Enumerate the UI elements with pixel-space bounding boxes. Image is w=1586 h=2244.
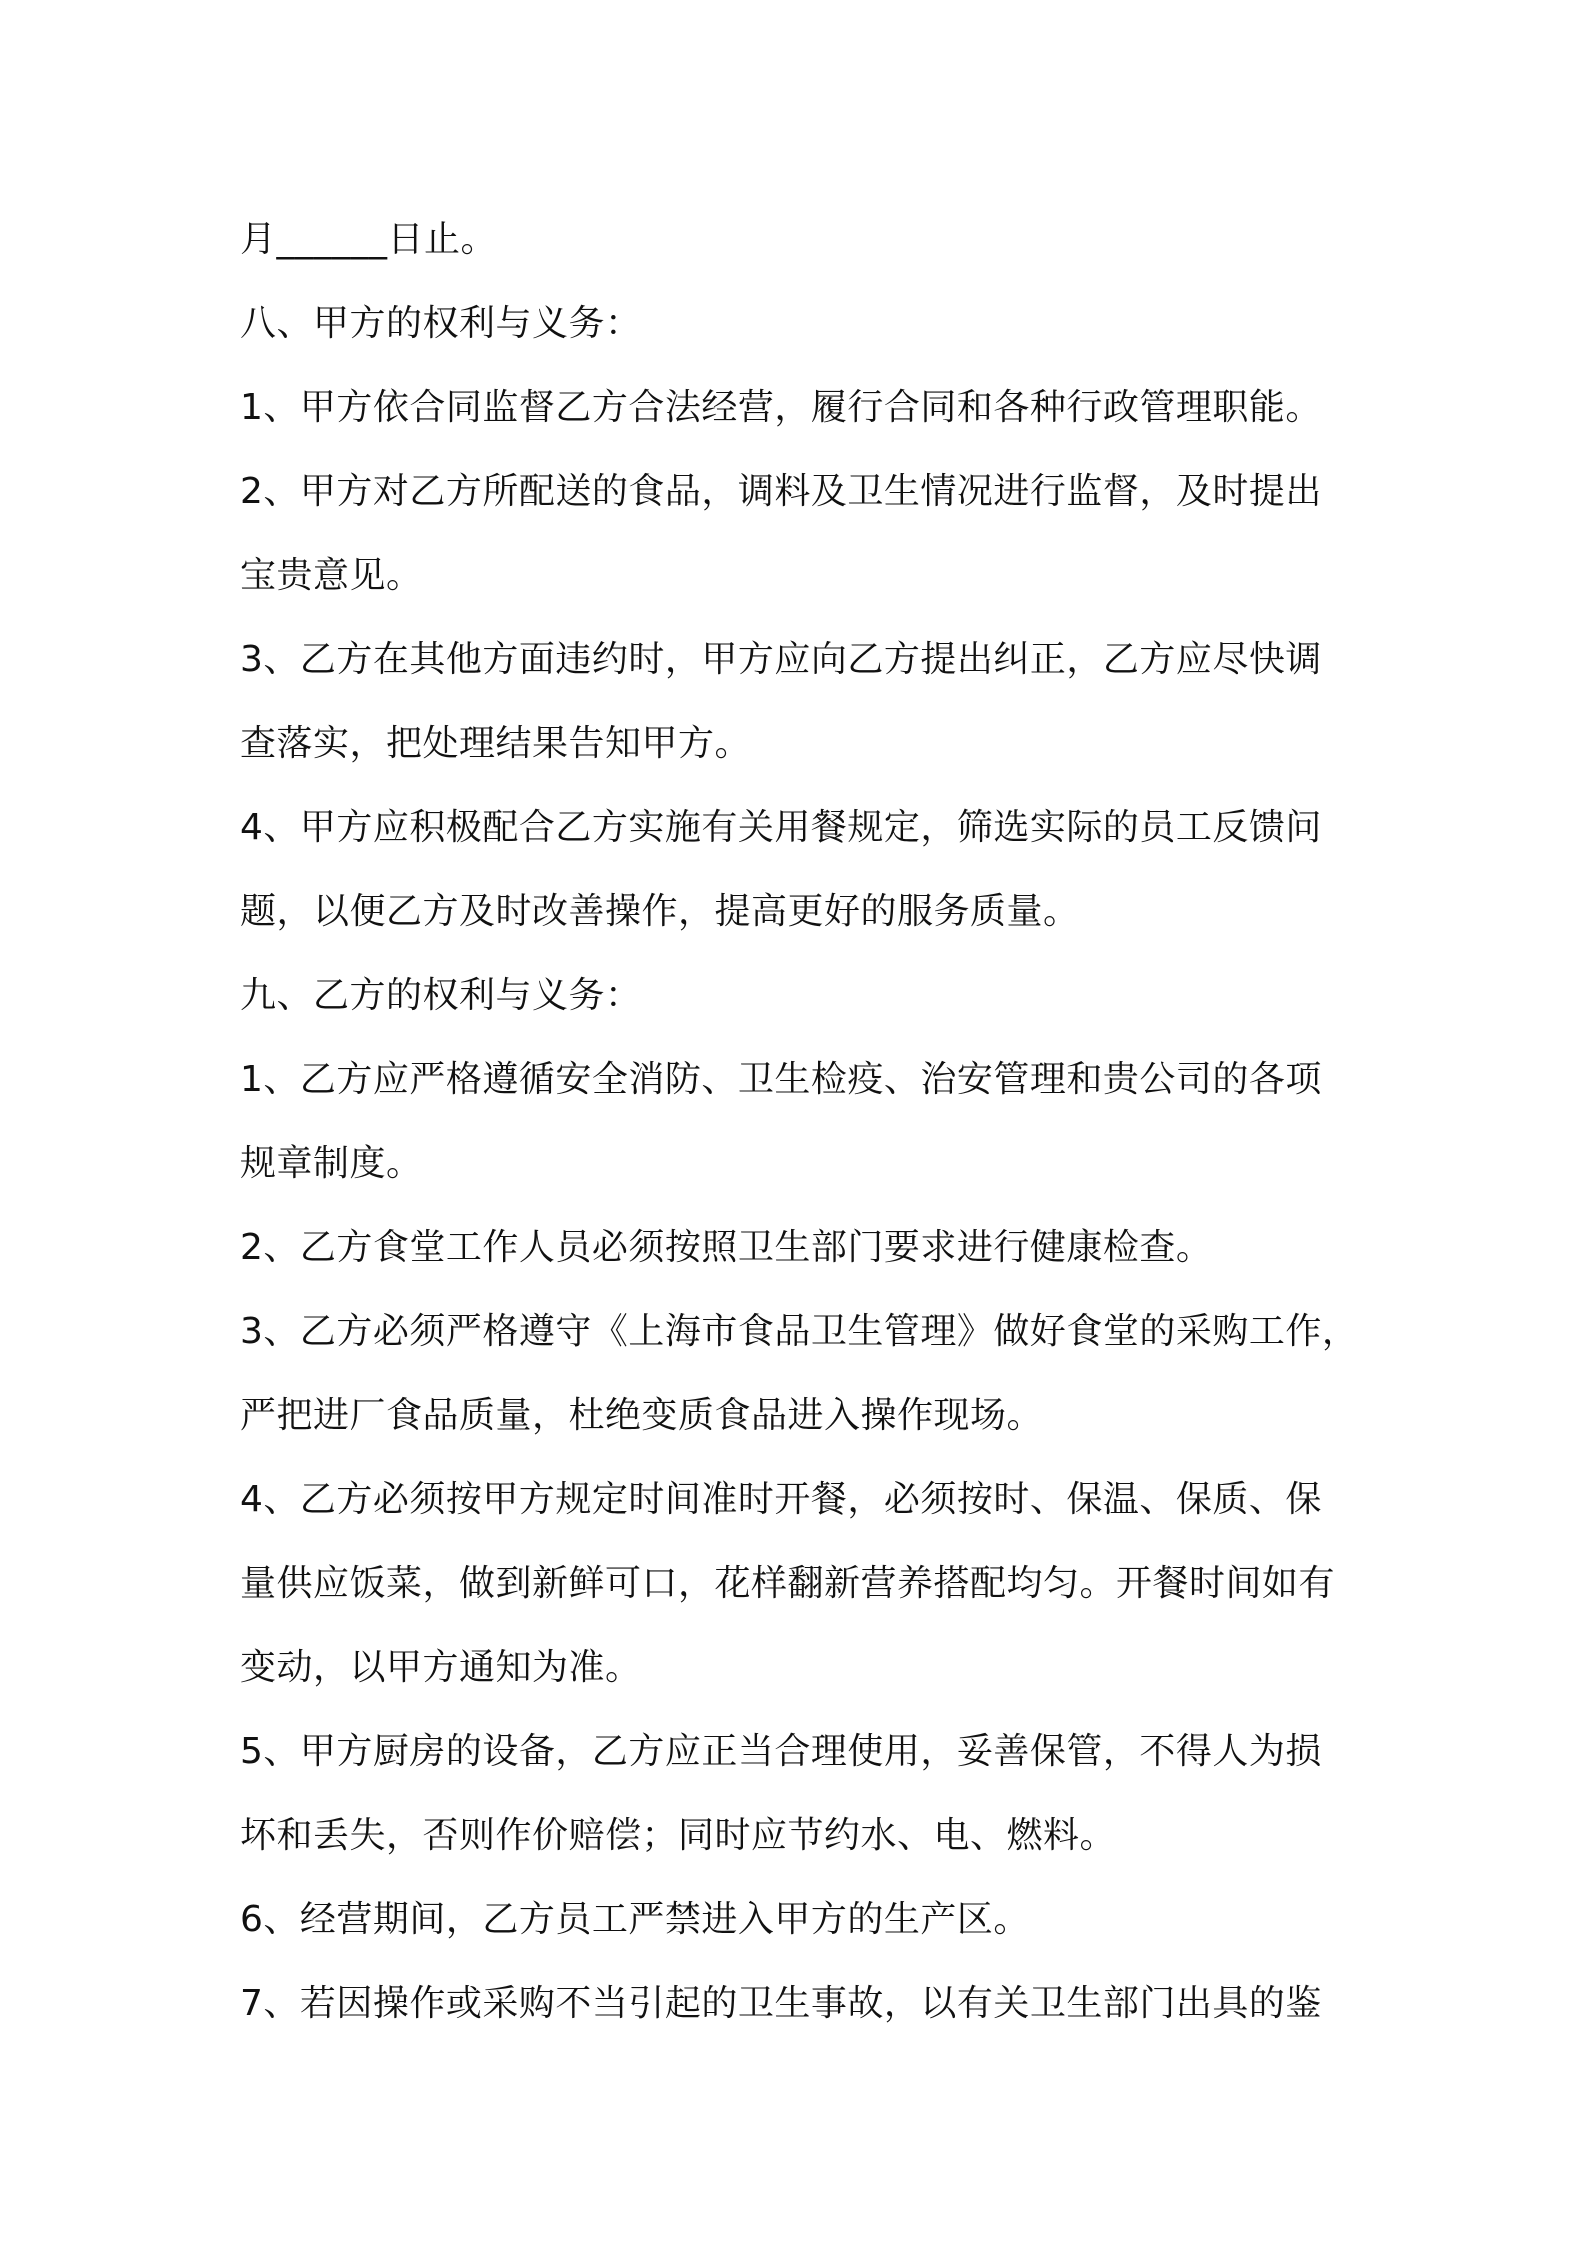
text-line: 3、乙方在其他方面违约时，甲方应向乙方提出纠正，乙方应尽快调: [240, 639, 1322, 680]
text-line: 题，以便乙方及时改善操作，提高更好的服务质量。: [240, 891, 1080, 932]
text-line: 5、甲方厨房的设备，乙方应正当合理使用，妥善保管，不得人为损: [240, 1731, 1322, 1772]
text-line: 查落实，把处理结果告知甲方。: [240, 723, 752, 764]
text-line: 坏和丢失，否则作价赔偿；同时应节约水、电、燃料。: [240, 1815, 1117, 1856]
text-line: 1、乙方应严格遵循安全消防、卫生检疫、治安管理和贵公司的各项: [240, 1059, 1322, 1100]
text-line: 宝贵意见。: [240, 555, 423, 596]
text-line: 2、甲方对乙方所配送的食品，调料及卫生情况进行监督，及时提出: [240, 471, 1322, 512]
text-line: 7、若因操作或采购不当引起的卫生事故，以有关卫生部门出具的鉴: [240, 1983, 1322, 2024]
text-line: 6、经营期间，乙方员工严禁进入甲方的生产区。: [240, 1899, 1030, 1940]
text-line: 严把进厂食品质量，杜绝变质食品进入操作现场。: [240, 1395, 1044, 1436]
text-line: 2、乙方食堂工作人员必须按照卫生部门要求进行健康检查。: [240, 1227, 1213, 1268]
text-line: 1、甲方依合同监督乙方合法经营，履行合同和各种行政管理职能。: [240, 387, 1322, 428]
text-line: 量供应饭菜，做到新鲜可口，花样翻新营养搭配均匀。开餐时间如有: [240, 1563, 1336, 1604]
text-line: 4、甲方应积极配合乙方实施有关用餐规定，筛选实际的员工反馈问: [240, 807, 1322, 848]
section-heading-party-b: 九、乙方的权利与义务：: [240, 975, 642, 1016]
document-body: [240, 198, 1390, 2046]
text-line: 3、乙方必须严格遵守《上海市食品卫生管理》做好食堂的采购工作，: [240, 1311, 1359, 1352]
text-line: 4、乙方必须按甲方规定时间准时开餐，必须按时、保温、保质、保: [240, 1479, 1322, 1520]
text-line: 规章制度。: [240, 1143, 423, 1184]
section-heading-party-a: 八、甲方的权利与义务：: [240, 303, 642, 344]
text-line-end-date: 月______日止。: [240, 219, 498, 260]
text-line: 变动，以甲方通知为准。: [240, 1647, 642, 1688]
